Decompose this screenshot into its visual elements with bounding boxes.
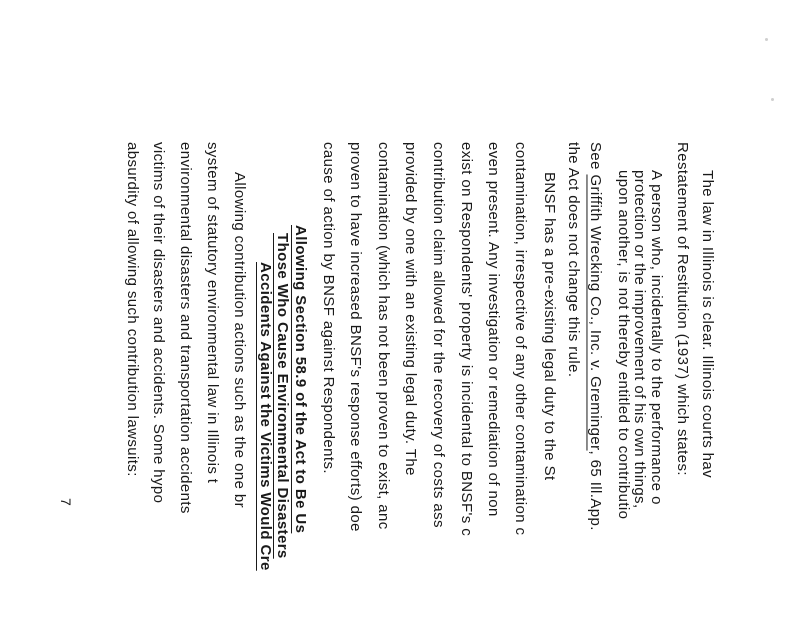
text-line: BNSF has a pre-existing legal duty to the St — [541, 172, 558, 481]
text-line: contamination, irrespective of any other contamination c — [512, 142, 529, 536]
page-number: 7 — [58, 498, 74, 506]
text-line: contribution claim allowed for the recovery of costs ass — [430, 142, 447, 528]
text-line: absurdity of allowing such contribution lawsuits: — [124, 142, 141, 477]
text-line: Restatement of Restitution (1937) which states: — [674, 142, 691, 476]
text-line: provided by one with an existing legal duty. The — [402, 142, 419, 476]
section-heading-line: Allowing Section 58.9 of the Act to Be Us — [292, 225, 309, 534]
text-line: environmental disasters and transportation accidents — [177, 142, 194, 514]
citation-see: See — [587, 142, 604, 175]
text-line: cause of action by BNSF against Respondents. — [320, 142, 337, 474]
block-quote-line: upon another, is not thereby entitled to contributio — [615, 170, 632, 520]
block-quote-line: protection or the improvement of his own things, — [631, 170, 648, 509]
text-line: Allowing contribution actions such as the one br — [231, 172, 248, 509]
text-line: system of statutory environmental law in Illinois t — [204, 142, 221, 484]
text-line: contamination (which has not been proven to exist, anc — [375, 142, 392, 530]
text-line: even present. Any investigation or remediation of non — [485, 142, 502, 517]
section-heading-line: Accidents Against the Victims Would Cre — [257, 262, 274, 571]
case-name: Griffith Wrecking Co., Inc. v. Greminger — [587, 174, 604, 451]
text-line: exist on Respondents' property is incidental to BNSF's c — [458, 142, 475, 537]
text-line: victims of their disasters and accidents. Some hypo — [150, 142, 167, 504]
text-line: The law in Illinois is clear. Illinois courts hav — [699, 170, 716, 479]
text-line: the Act does not change this rule. — [565, 142, 582, 378]
block-quote-line: A person who, incidentally to the performance o — [648, 170, 665, 505]
citation-reporter: , 65 Ill.App. — [587, 450, 604, 531]
section-heading-line: Those Who Cause Environmental Disasters — [274, 233, 291, 559]
citation-line — [585, 142, 605, 531]
scan-speck — [771, 98, 774, 101]
scan-speck — [765, 38, 768, 41]
text-line: proven to have increased BNSF's response efforts) doe — [347, 142, 364, 532]
